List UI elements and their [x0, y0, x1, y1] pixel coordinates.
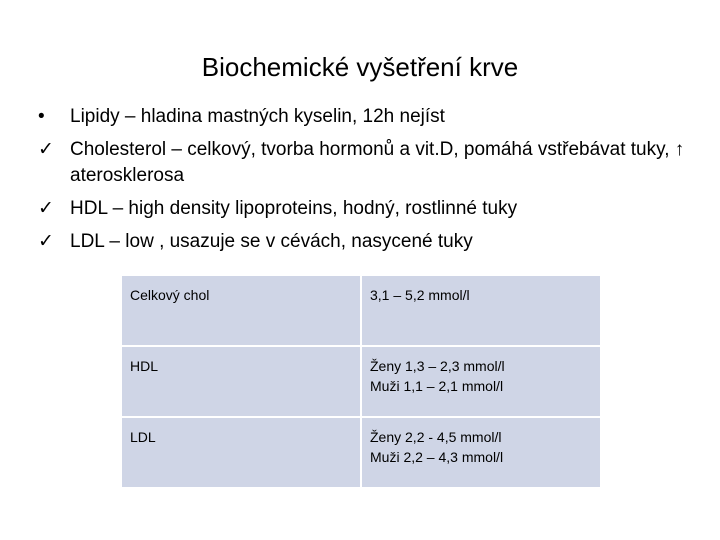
row-label: LDL	[130, 429, 156, 445]
bullet-list	[38, 104, 688, 262]
bullet-text: HDL – high density lipoproteins, hodný, rostlinné tuky	[70, 198, 518, 219]
table-label-cell	[121, 417, 361, 488]
checkmark-icon: ✓	[38, 139, 54, 160]
bullet-item-cholesterol	[38, 137, 688, 189]
table-value-cell	[361, 275, 601, 346]
row-value-women: Ženy 2,2 - 4,5 mmol/l	[370, 429, 502, 445]
table-row	[121, 417, 601, 488]
bullet-item-hdl	[38, 196, 688, 222]
row-value: 3,1 – 5,2 mmol/l	[370, 287, 470, 303]
bullet-dot-icon: •	[38, 106, 45, 127]
bullet-text: Lipidy – hladina mastných kyselin, 12h nejíst	[70, 106, 445, 127]
bullet-text: LDL – low , usazuje se v cévách, nasycené tuky	[70, 231, 473, 252]
table-label-cell	[121, 346, 361, 417]
table-value-cell	[361, 346, 601, 417]
row-label: HDL	[130, 358, 159, 374]
row-label: Celkový chol	[130, 287, 210, 303]
table-label-cell	[121, 275, 361, 346]
bullet-item-lipidy	[38, 104, 688, 130]
bullet-item-ldl	[38, 229, 688, 255]
checkmark-icon: ✓	[38, 198, 54, 219]
table-value-cell	[361, 417, 601, 488]
row-value-men: Muži 2,2 – 4,3 mmol/l	[370, 449, 504, 465]
checkmark-icon: ✓	[38, 231, 54, 252]
bullet-text: Cholesterol – celkový, tvorba hormonů a vit.D, pomáhá vstřebávat tuky, ↑ aterosklerosa	[70, 139, 685, 186]
row-value-women: Ženy 1,3 – 2,3 mmol/l	[370, 358, 505, 374]
table-row	[121, 346, 601, 417]
reference-values-table	[120, 274, 602, 489]
row-value-men: Muži 1,1 – 2,1 mmol/l	[370, 378, 504, 394]
table-row	[121, 275, 601, 346]
slide-title: Biochemické vyšetření krve	[201, 52, 519, 82]
